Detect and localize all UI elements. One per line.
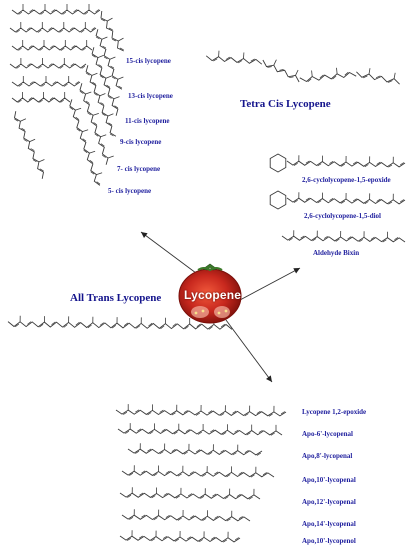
apo-label-6: Apo-6'-lycopenal [302, 430, 353, 438]
apo-label-epoxide: Lycopene 1,2-epoxide [302, 408, 367, 416]
apo-label-12: Apo,12'-lycopenal [302, 498, 356, 506]
apo-label-10-ol: Apo,10'-lycopenol [302, 537, 356, 545]
all-trans-heading: All Trans Lycopene [70, 292, 162, 304]
apo-label-10: Apo,10'-lycopenal [302, 476, 356, 484]
apo-label-8: Apo,8'-lycopenal [302, 452, 353, 460]
cis-label-15: 15-cis lycopene [126, 57, 171, 65]
cis-label-13: 13-cis lycopene [128, 92, 173, 100]
cyclic-label-bixin: Aldehyde Bixin [313, 249, 360, 257]
cis-label-7: 7- cis lycopene [117, 165, 161, 173]
apo-label-14: Apo,14'-lycopenal [302, 520, 356, 528]
cyclic-label-epoxide: 2,6-cyclolycopene-1,5-epoxide [302, 176, 391, 184]
cyclic-label-diol: 2,6-cyclolycopene-1,5-diol [304, 212, 381, 220]
cis-label-5: 5- cis lycopene [108, 187, 152, 195]
tetra-cis-heading: Tetra Cis Lycopene [240, 98, 331, 110]
cis-label-11: 11-cis lycopene [125, 117, 170, 125]
cis-label-9: 9-cis lycopene [120, 138, 162, 146]
tomato-logo-label: Lycopene [184, 288, 242, 302]
